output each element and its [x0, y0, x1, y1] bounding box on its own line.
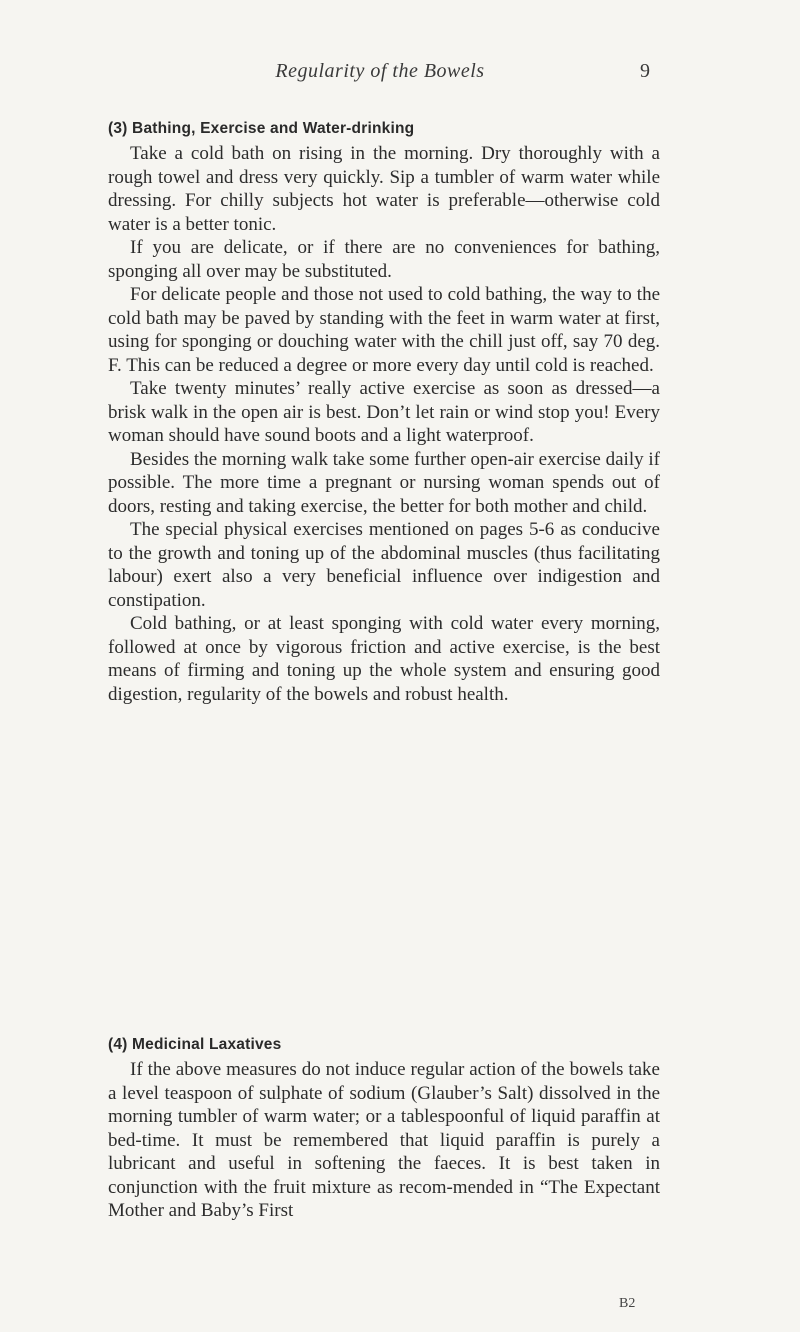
- paragraph: For delicate people and those not used to cold bathing, the way to the cold bath may be paved by standing with the feet in warm water at first, using for sponging or douching water with the chill just off, say 70 deg. F. This can be reduced a degree or more every day until cold is reached.: [108, 284, 660, 376]
- signature-mark: B2: [619, 1296, 636, 1311]
- section-heading-bathing: (3) Bathing, Exercise and Water-drinking: [108, 120, 415, 137]
- running-head: [110, 60, 650, 90]
- paragraph: If you are delicate, or if there are no conveniences for bathing, sponging all over may be substituted.: [108, 237, 660, 282]
- section-heading-laxatives: (4) Medicinal Laxatives: [108, 1036, 282, 1053]
- paragraph: If the above measures do not induce regular action of the bowels take a level teaspoon of sulphate of sodium (Glauber’s Salt) dissolved in the morning tumbler of warm water; or a tablespoonful of liquid paraffin at bed-time. It must be remembered that liquid paraffin is purely a lubricant and useful in softening the faeces. It is best taken in conjunction with the fruit mixture as recom-mended in “The Expectant Mother and Baby’s First: [108, 1059, 660, 1221]
- paragraph: The special physical exercises mentioned on pages 5-6 as conducive to the growth and toning up of the abdominal muscles (thus facilitating labour) exert also a very beneficial influence over indigestion and constipation.: [108, 519, 660, 611]
- paragraph: Take a cold bath on rising in the morning. Dry thoroughly with a rough towel and dress very quickly. Sip a tumbler of warm water while dressing. For chilly subjects hot water is preferable—otherwise cold water is a better tonic.: [108, 143, 660, 235]
- paragraph: Besides the morning walk take some further open-air exercise daily if possible. The more time a pregnant or nursing woman spends out of doors, resting and taking exercise, the better for both mother and child.: [108, 448, 660, 517]
- paragraph: Cold bathing, or at least sponging with cold water every morning, followed at once by vigorous friction and active exercise, is the best means of firming and toning up the whole system and ensuring good digestion, regularity of the bowels and robust health.: [108, 613, 660, 705]
- running-title: Regularity of the Bowels: [275, 60, 485, 82]
- section-laxatives-body: [108, 1058, 660, 1223]
- section-bathing-body: [108, 142, 660, 706]
- paragraph: Take twenty minutes’ really active exercise as soon as dressed—a brisk walk in the open air is best. Don’t let rain or wind stop you! Every woman should have sound boots and a light waterproof.: [108, 378, 660, 446]
- page-number: 9: [640, 60, 650, 82]
